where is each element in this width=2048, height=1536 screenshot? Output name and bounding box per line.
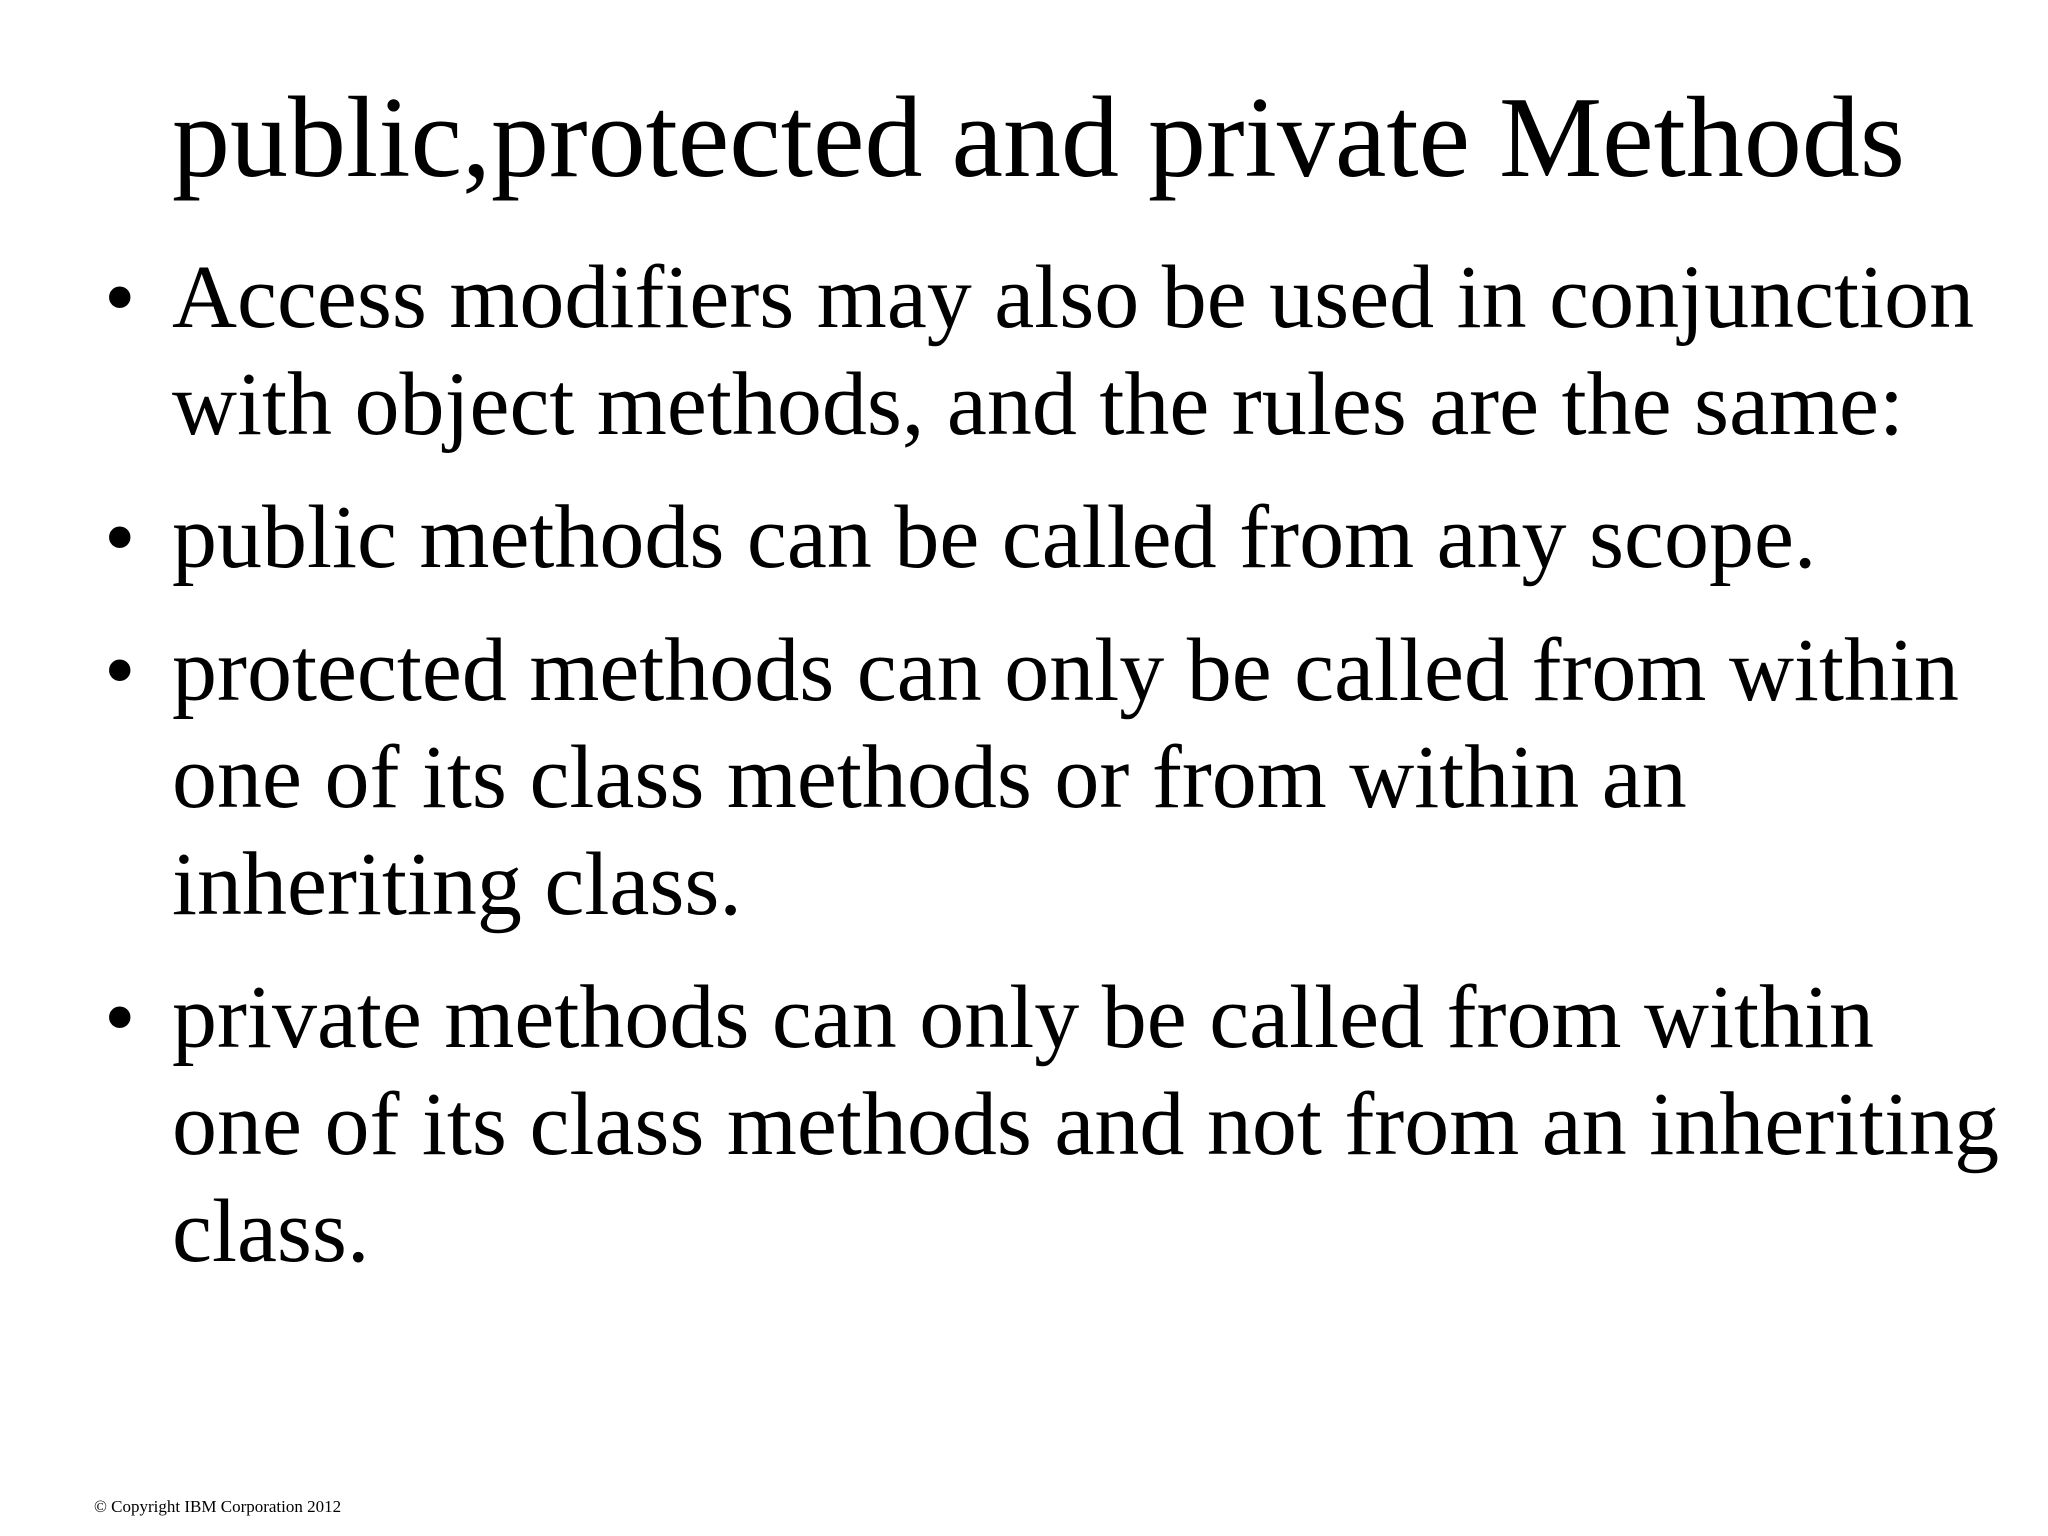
bullet-item (0, 964, 2048, 1285)
bullet-marker-icon: • (104, 968, 136, 1067)
bullet-text: protected methods can only be called from within one of its class methods or from within an inheriting class. (172, 621, 1959, 934)
bullet-marker-icon: • (104, 248, 136, 347)
bullet-marker-icon: • (104, 488, 136, 587)
bullet-marker-icon: • (104, 621, 136, 720)
bullet-text: private methods can only be called from within one of its class methods and not from an inheriting class. (172, 968, 2000, 1281)
bullet-text: Access modifiers may also be used in conjunction with object methods, and the rules are the same: (172, 248, 1975, 454)
bullet-item (0, 484, 2048, 591)
bullet-text: public methods can be called from any scope. (172, 488, 1817, 587)
bullet-item (0, 617, 2048, 938)
copyright-footer: © Copyright IBM Corporation 2012 (94, 1497, 342, 1516)
slide-title: public,protected and private Methods (172, 74, 1906, 202)
bullet-item (0, 244, 2048, 458)
bullet-list (0, 244, 2048, 1311)
